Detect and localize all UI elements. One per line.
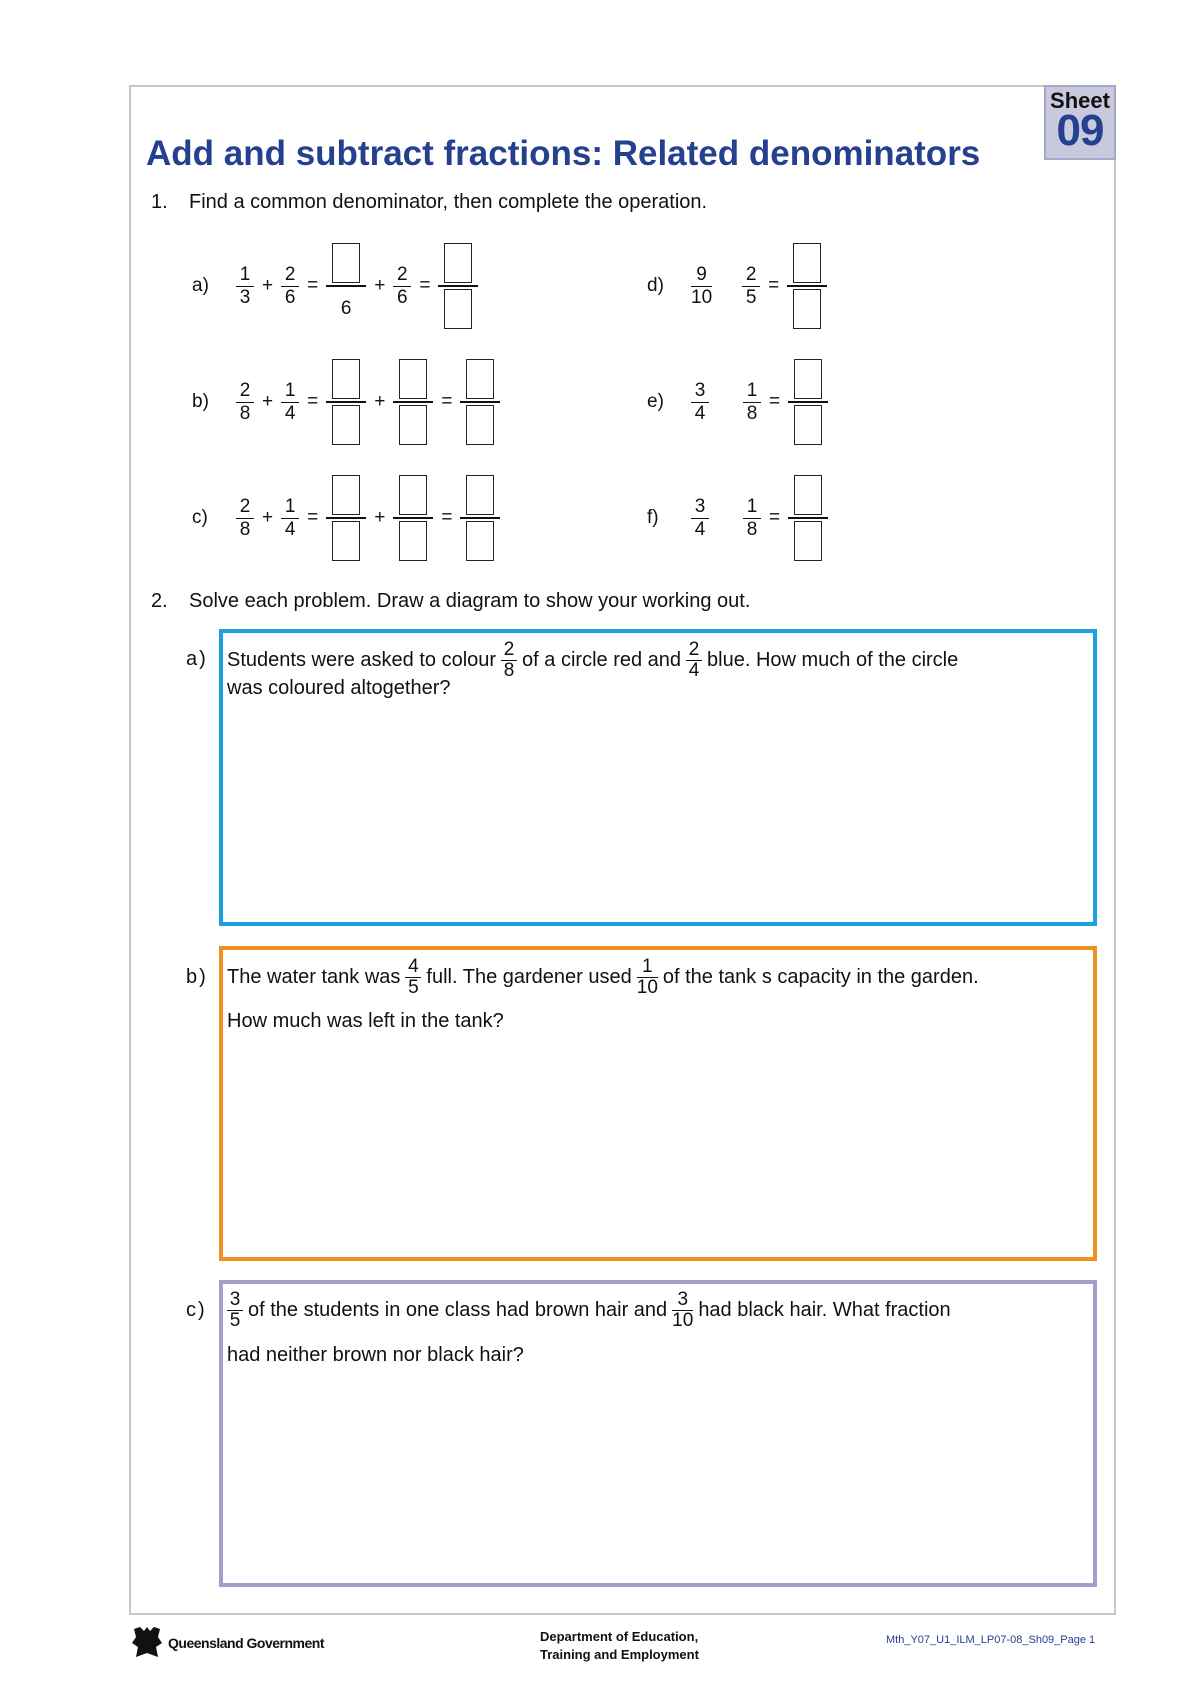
answer-box-numerator[interactable] bbox=[399, 359, 427, 399]
fraction: $\frac{1}{3}$ bbox=[236, 264, 254, 309]
exercise-c bbox=[192, 468, 504, 568]
queensland-crest-icon bbox=[130, 1625, 164, 1661]
answer-fraction bbox=[326, 357, 366, 447]
answer-box-denominator[interactable] bbox=[399, 405, 427, 445]
problem-c-label: c) bbox=[186, 1299, 207, 1321]
answer-box-denominator[interactable] bbox=[793, 289, 821, 329]
answer-box-numerator[interactable] bbox=[793, 243, 821, 283]
answer-box-denominator[interactable] bbox=[794, 521, 822, 561]
operator: + bbox=[374, 275, 386, 296]
problem-a-line2: was coloured altogether? bbox=[227, 677, 451, 699]
answer-box-numerator[interactable] bbox=[332, 243, 360, 283]
problem-b-text: The water tank was $\frac{4}{5}$ full. The gardener used $\frac{1}{10}$ of the tank s capacity in the garden. bbox=[227, 956, 979, 998]
answer-box-denominator[interactable] bbox=[332, 405, 360, 445]
question-2-number: 2. bbox=[151, 590, 168, 612]
exercise-a bbox=[192, 236, 482, 336]
fraction: $\frac{2}{6}$ bbox=[281, 264, 299, 309]
sheet-number: 09 bbox=[1056, 106, 1104, 155]
answer-fraction bbox=[326, 473, 366, 563]
operator: = bbox=[441, 507, 453, 528]
problem-b-label: b) bbox=[186, 966, 208, 988]
footer-dept-line2: Training and Employment bbox=[540, 1647, 699, 1662]
page-title: Add and subtract fractions: Related denominators bbox=[146, 134, 981, 173]
operator: + bbox=[374, 507, 386, 528]
fraction: $\frac{1}{4}$ bbox=[281, 380, 299, 425]
problem-a-label: a) bbox=[186, 648, 208, 670]
footer-dept-line1: Department of Education, bbox=[540, 1629, 699, 1644]
answer-box-numerator[interactable] bbox=[332, 475, 360, 515]
answer-fraction bbox=[787, 241, 827, 331]
answer-box-denominator[interactable] bbox=[466, 521, 494, 561]
fraction: $\frac{1}{8}$ bbox=[743, 496, 761, 541]
exercise-label: e) bbox=[647, 391, 664, 412]
footer-gov-text: Queensland Government bbox=[168, 1635, 324, 1651]
fraction: $\frac{9}{10}$ bbox=[691, 263, 713, 308]
sheet-label: Sheet bbox=[1050, 88, 1110, 113]
footer-dept bbox=[540, 1628, 699, 1664]
operator: = bbox=[769, 507, 781, 528]
sheet-badge bbox=[1044, 85, 1116, 160]
question-2 bbox=[151, 590, 750, 613]
problem-c-line2: had neither brown nor black hair? bbox=[227, 1344, 524, 1366]
answer-box-denominator[interactable] bbox=[794, 405, 822, 445]
question-1-number: 1. bbox=[151, 191, 168, 213]
answer-fraction: 6 bbox=[326, 241, 366, 331]
operator: + bbox=[374, 391, 386, 412]
exercise-label: a) bbox=[192, 275, 209, 296]
problem-a-text: Students were asked to colour $\frac{2}{8}$ of a circle red and $\frac{2}{4}$ blue. How much of the circle bbox=[227, 639, 959, 681]
operator: = bbox=[307, 391, 319, 412]
answer-box-numerator[interactable] bbox=[444, 243, 472, 283]
fraction: $\frac{2}{8}$ bbox=[236, 380, 254, 425]
answer-fraction bbox=[460, 473, 500, 563]
answer-box-numerator[interactable] bbox=[399, 475, 427, 515]
answer-box-numerator[interactable] bbox=[794, 359, 822, 399]
problem-b-line2: How much was left in the tank? bbox=[227, 1010, 504, 1032]
operator: = bbox=[768, 275, 780, 296]
operator: + bbox=[262, 507, 274, 528]
exercise-d bbox=[647, 236, 831, 336]
question-2-text: Solve each problem. Draw a diagram to show your working out. bbox=[189, 590, 751, 612]
answer-fraction bbox=[460, 357, 500, 447]
answer-box-denominator[interactable] bbox=[399, 521, 427, 561]
answer-box-numerator[interactable] bbox=[332, 359, 360, 399]
exercise-label: b) bbox=[192, 391, 209, 412]
fraction: $\frac{2}{5}$ bbox=[742, 264, 760, 309]
problem-c-text: $\frac{3}{5}$ of the students in one class had brown hair and $\frac{3}{10}$ had black hair. What fraction bbox=[227, 1290, 951, 1331]
exercise-label: f) bbox=[647, 507, 659, 528]
operator: + bbox=[262, 391, 274, 412]
answer-fraction bbox=[393, 473, 433, 563]
exercise-label: d) bbox=[647, 275, 664, 296]
answer-box-numerator[interactable] bbox=[466, 359, 494, 399]
footer-code: Mth_Y07_U1_ILM_LP07-08_Sh09_Page 1 bbox=[886, 1634, 1096, 1646]
question-1 bbox=[151, 191, 707, 214]
operator: = bbox=[441, 391, 453, 412]
answer-box-numerator[interactable] bbox=[794, 475, 822, 515]
operator: = bbox=[769, 391, 781, 412]
footer-gov bbox=[130, 1625, 324, 1661]
answer-fraction bbox=[393, 357, 433, 447]
answer-box-numerator[interactable] bbox=[466, 475, 494, 515]
exercise-f bbox=[647, 468, 832, 568]
exercise-label: c) bbox=[192, 507, 208, 528]
fraction: $\frac{1}{4}$ bbox=[281, 496, 299, 541]
answer-box-denominator[interactable] bbox=[332, 521, 360, 561]
operator: = bbox=[307, 275, 319, 296]
answer-fraction bbox=[788, 357, 828, 447]
exercise-e bbox=[647, 352, 832, 452]
exercise-b bbox=[192, 352, 504, 452]
operator: + bbox=[262, 275, 274, 296]
fraction: $\frac{3}{4}$ bbox=[691, 496, 709, 541]
fraction: $\frac{2}{6}$ bbox=[393, 264, 411, 309]
question-1-text: Find a common denominator, then complete the operation. bbox=[189, 191, 708, 213]
fraction: $\frac{1}{8}$ bbox=[743, 380, 761, 425]
answer-box-denominator[interactable] bbox=[444, 289, 472, 329]
answer-fraction bbox=[788, 473, 828, 563]
operator: = bbox=[419, 275, 431, 296]
fraction: $\frac{2}{8}$ bbox=[236, 496, 254, 541]
operator: = bbox=[307, 507, 319, 528]
answer-box-denominator[interactable] bbox=[466, 405, 494, 445]
fraction: $\frac{3}{4}$ bbox=[691, 380, 709, 425]
answer-fraction bbox=[438, 241, 478, 331]
